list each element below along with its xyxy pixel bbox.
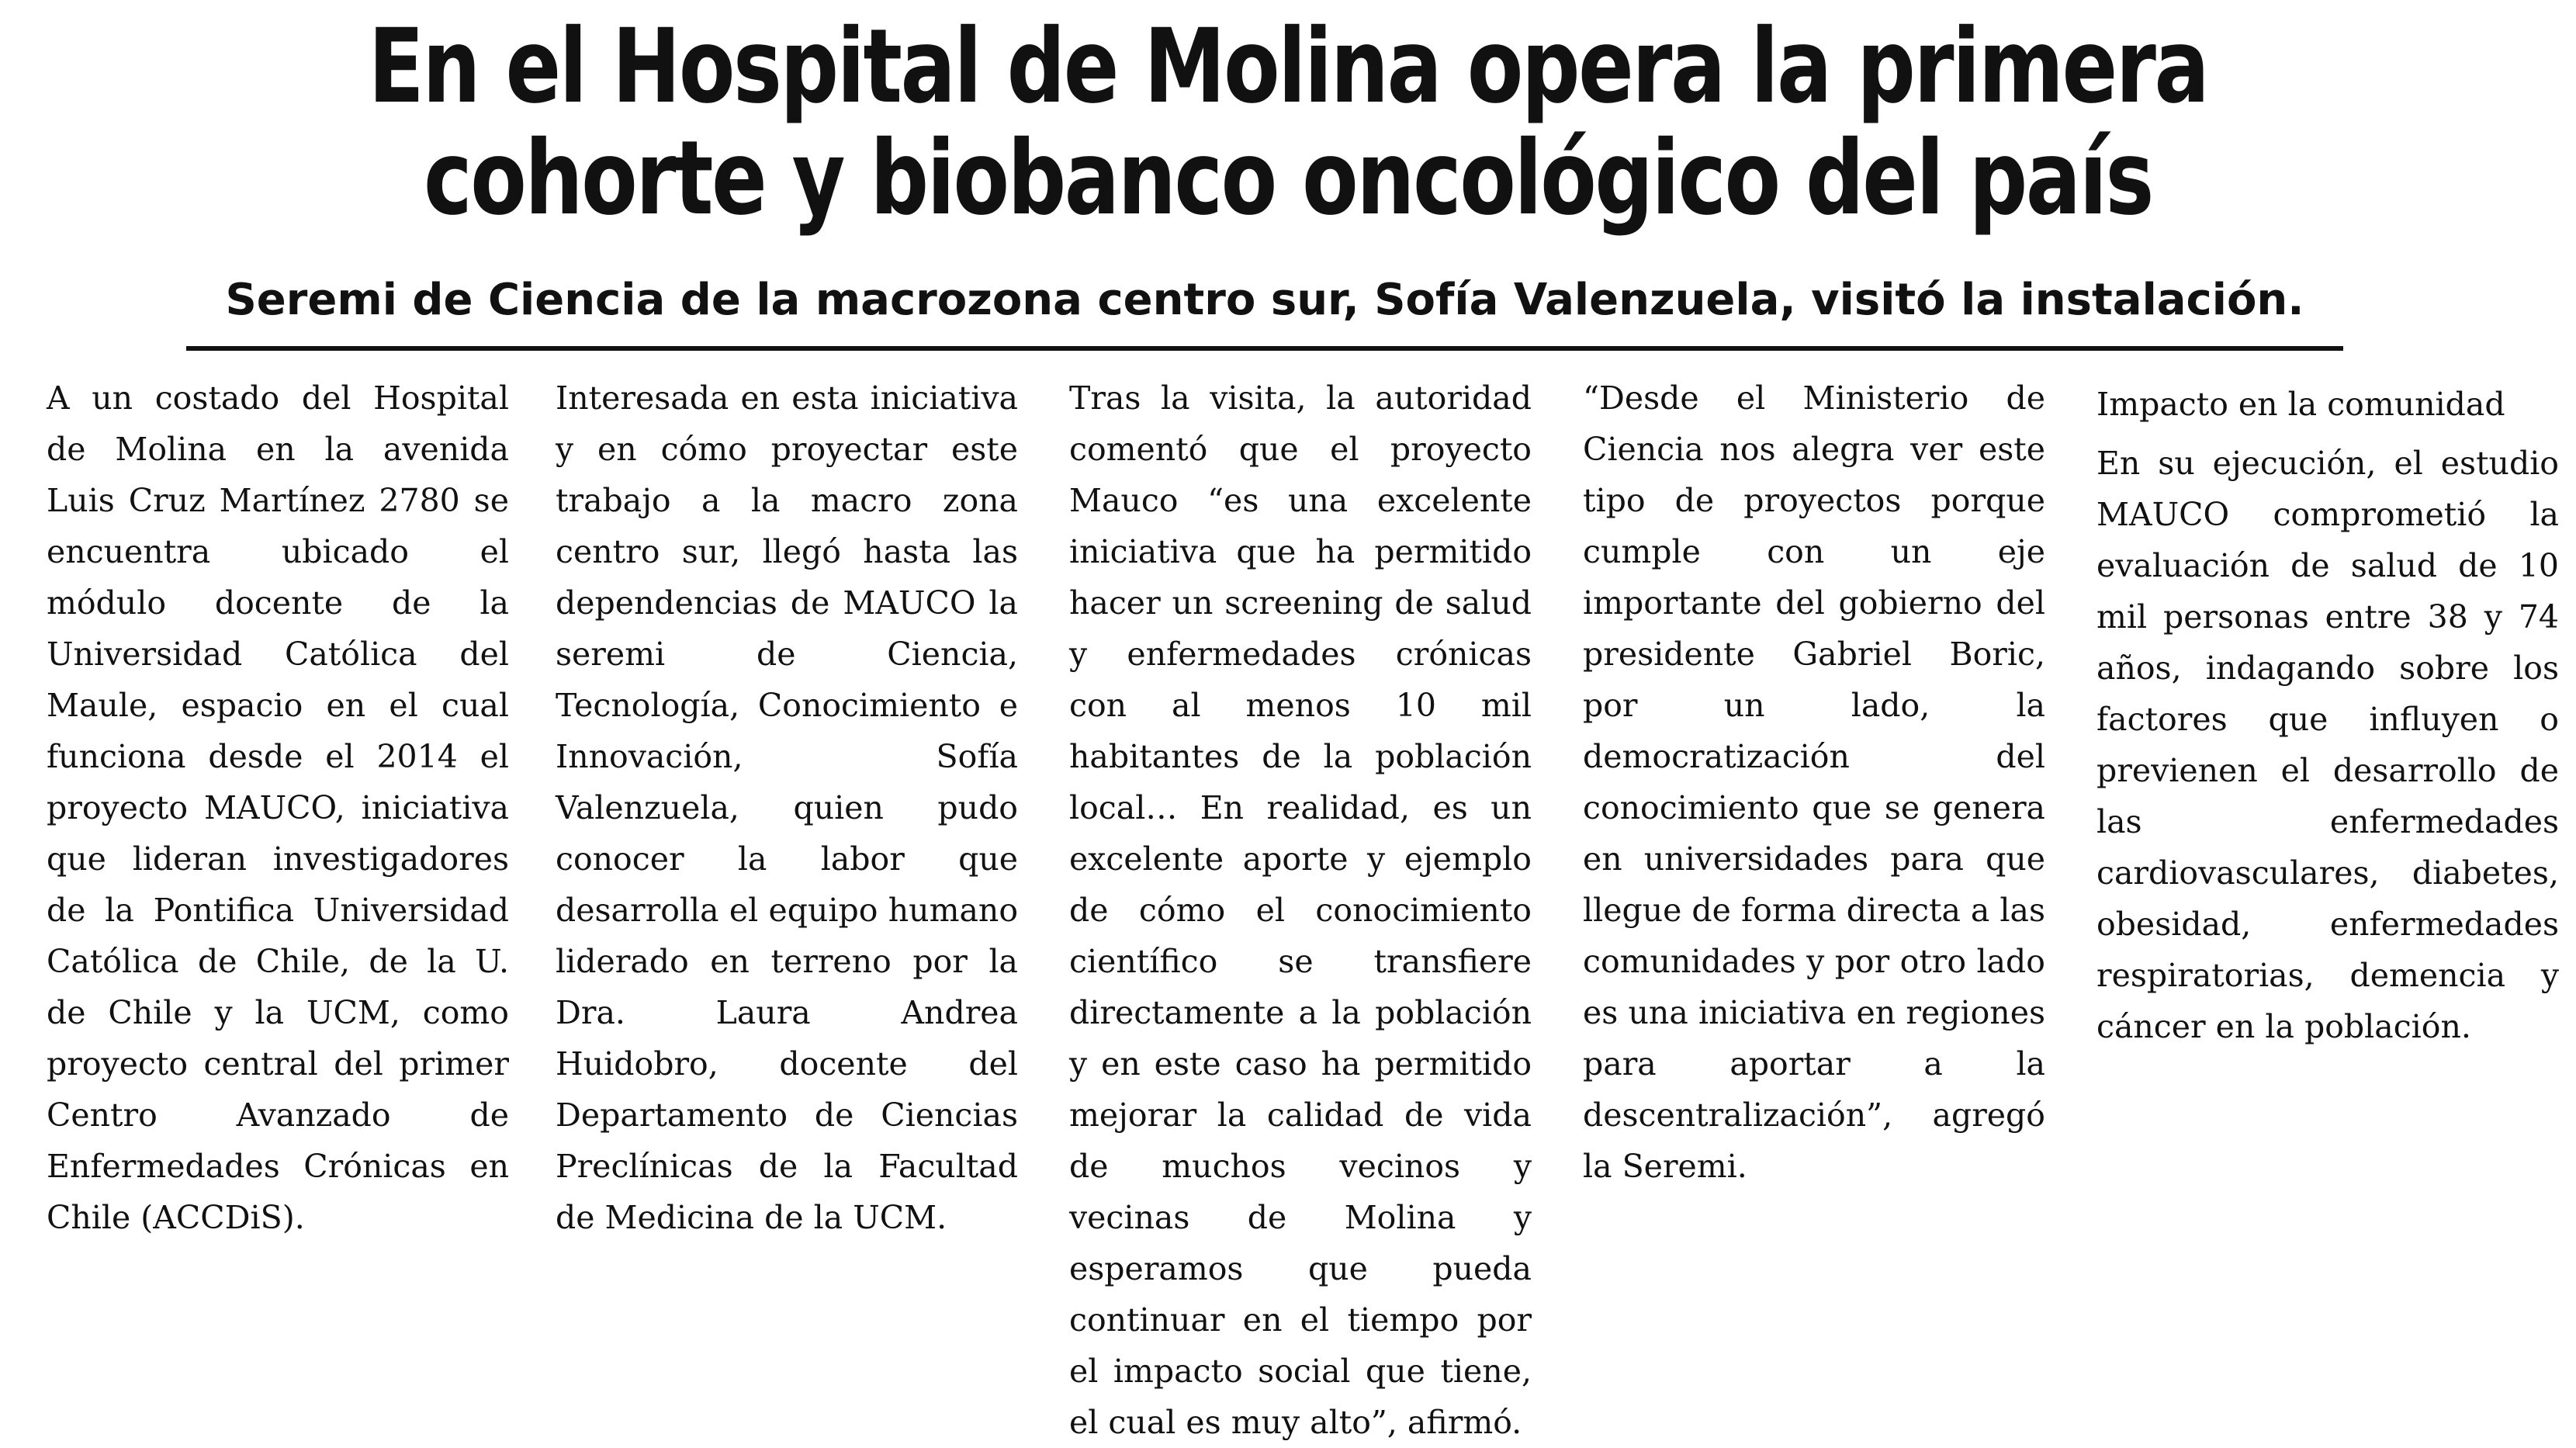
subheadline: Seremi de Ciencia de la macrozona centro sur, Sofía Valenzuela, visitó la instalación. xyxy=(225,275,2304,325)
column-3 xyxy=(1069,372,1532,1441)
paragraph-4: “Desde el Ministerio de Ciencia nos alegra ver este tipo de proyectos porque cumple con un eje importante del gobierno del presidente Gabriel Boric, por un lado, la democratización del conocimiento que se genera en universidades para que llegue de forma directa a las comunidades y por otro lado es una iniciativa en regiones para aportar a la descentralización”, agregó la Seremi. xyxy=(1583,379,2046,1185)
column-5 xyxy=(2096,372,2559,1265)
column-1 xyxy=(47,372,509,1265)
column-2 xyxy=(556,372,1018,1265)
column-4 xyxy=(1583,372,2045,1265)
headline: En el Hospital de Molina opera la primera cohorte y biobanco oncológico del país xyxy=(368,7,2208,238)
paragraph-3: Tras la visita, la autoridad comentó que el proyecto Mauco “es una excelente iniciativa que ha permitido hacer un screening de salud y enfermedades crónicas con al menos 10 mil habitantes de la población local… En realidad, es un excelente aporte y ejemplo de cómo el conocimiento científico se transfiere directamente a la población y en este caso ha permitido mejorar la calidad de vida de muchos vecinos y vecinas de Molina y esperamos que pueda continuar en el tiempo por el impacto social que tiene, el cual es muy alto”, afirmó. xyxy=(1069,379,1532,1441)
divider xyxy=(186,346,2343,351)
paragraph-1: A un costado del Hospital de Molina en la avenida Luis Cruz Martínez 2780 se encuentra ubicado el módulo docente de la Universidad Católica del Maule, espacio en el cual funciona desde el 2014 el proyecto MAUCO, iniciativa que lideran investigadores de la Pontifica Universidad Católica de Chile, de la U. de Chile y la UCM, como proyecto central del primer Centro Avanzado de Enfermedades Crónicas en Chile (ACCDiS). xyxy=(47,379,509,1236)
paragraph-2: Interesada en esta iniciativa y en cómo proyectar este trabajo a la macro zona centro sur, llegó hasta las dependencias de MAUCO la seremi de Ciencia, Tecnología, Conocimiento e Innovación, Sofía Valenzuela, quien pudo conocer la labor que desarrolla el equipo humano liderado en terreno por la Dra. Laura Andrea Huidobro, docente del Departamento de Ciencias Preclínicas de la Facultad de Medicina de la UCM. xyxy=(556,379,1018,1236)
section-paragraph: En su ejecución, el estudio MAUCO comprometió la evaluación de salud de 10 mil personas entre 38 y 74 años, indagando sobre los factores que influyen o previenen el desarrollo de las enfermedades cardiovasculares, diabetes, obesidad, enfermedades respiratorias, demencia y cáncer en la población. xyxy=(2096,445,2559,1045)
section-title: Impacto en la comunidad xyxy=(2096,386,2505,423)
